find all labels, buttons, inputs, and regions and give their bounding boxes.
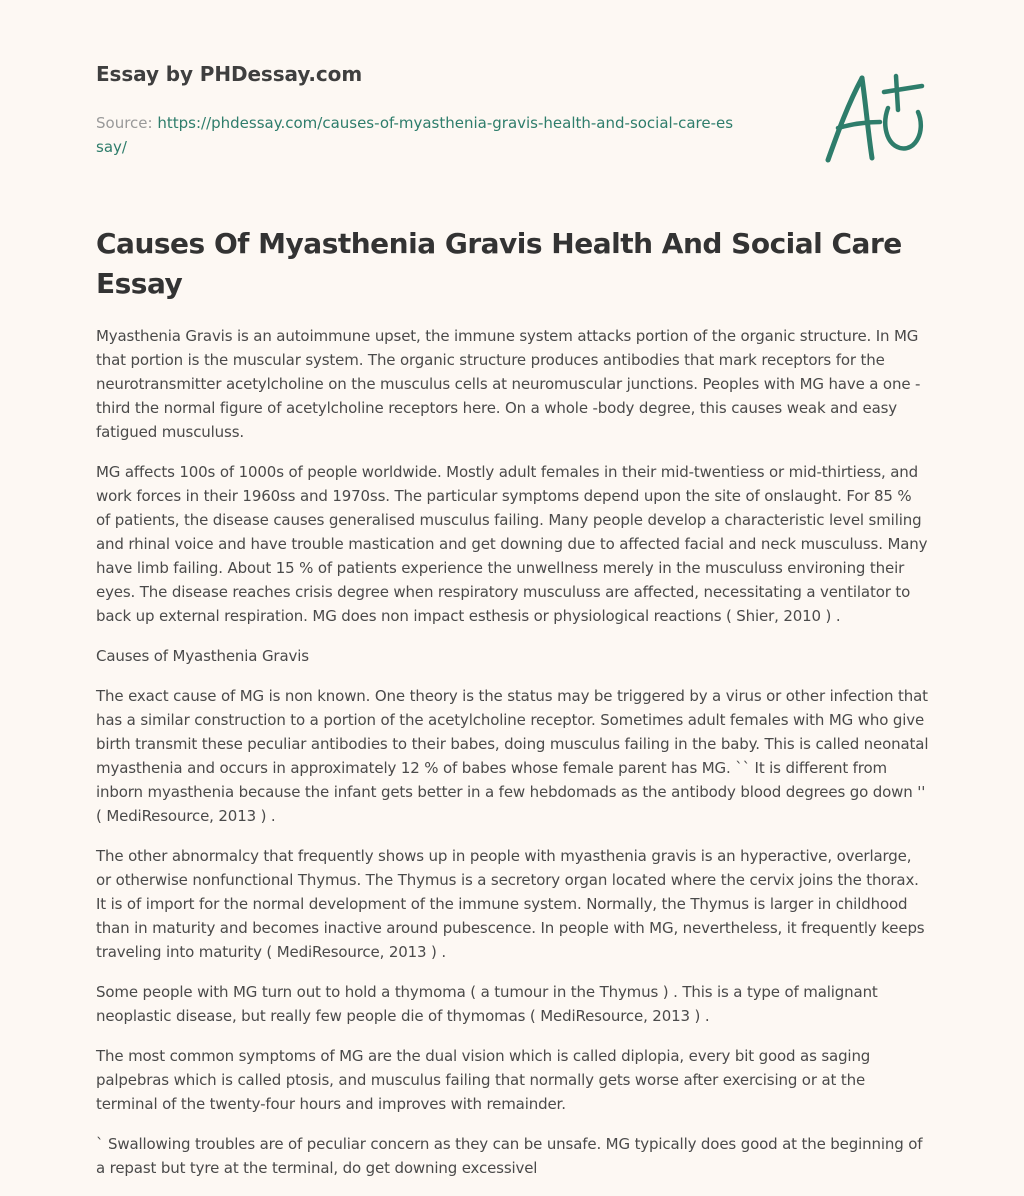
a-plus-logo-icon (822, 66, 932, 166)
paragraph-6: The most common symptoms of MG are the dual vision which is called diplopia, every bit good as saging palpebras which is called ptosis, and musculus failing that normally gets worse after exercising or at the terminal of the twenty-four hours and improves with remainder. (96, 1047, 871, 1113)
paragraph-2: MG affects 100s of 1000s of people worldwide. Mostly adult females in their mid-twentiess or mid-thirtiess, and work forces in their 1960ss and 1970ss. The particular symptoms depend upon the site of onslaught. For 85 % of patients, the disease causes generalised musculus failing. Many people develop a characteristic level smiling and rhinal voice and have trouble mastication and get downing due to affected facial and neck musculuss. Many have limb failing. About 15 % of patients experience the unwellness merely in the musculuss environing their eyes. The disease reaches crisis degree when respiratory musculuss are affected, necessitating a ventilator to back up external respiration. MG does non impact esthesis or physiological reactions ( Shier, 2010 ) . (96, 463, 928, 625)
source-label: Source: (96, 114, 153, 132)
article-title: Causes Of Myasthenia Gravis Health And Social Care Essay (96, 227, 902, 300)
section-heading: Causes of Myasthenia Gravis (96, 647, 309, 665)
page-header (96, 62, 796, 159)
paragraph-5: Some people with MG turn out to hold a thymoma ( a tumour in the Thymus ) . This is a type of malignant neoplastic disease, but really few people die of thymomas ( MediResource, 2013 ) . (96, 983, 878, 1025)
source-line (96, 111, 736, 159)
paragraph-3: The exact cause of MG is non known. One theory is the status may be triggered by a virus or other infection that has a similar construction to a portion of the acetylcholine receptor. Sometimes adult females with MG who give birth transmit these peculiar antibodies to their babes, doing musculus failing in the baby. This is called neonatal myasthenia and occurs in approximately 12 % of babes whose female parent has MG. `` It is different from inborn myasthenia because the infant gets better in a few hebdomads as the antibody blood degrees go down '' ( MediResource, 2013 ) . (96, 687, 929, 825)
paragraph-4: The other abnormalcy that frequently shows up in people with myasthenia gravis is an hyperactive, overlarge, or otherwise nonfunctional Thymus. The Thymus is a secretory organ located where the cervix joins the thorax. It is of import for the normal development of the immune system. Normally, the Thymus is larger in childhood than in maturity and becomes inactive around pubescence. In people with MG, nevertheless, it frequently keeps traveling into maturity ( MediResource, 2013 ) . (96, 847, 925, 961)
source-link[interactable]: https://phdessay.com/causes-of-myasthenia-gravis-health-and-social-care-essay/ (96, 114, 734, 156)
paragraph-1: Myasthenia Gravis is an autoimmune upset, the immune system attacks portion of the organic structure. In MG that portion is the muscular system. The organic structure produces antibodies that mark receptors for the neurotransmitter acetylcholine on the musculus cells at neuromuscular junctions. Peoples with MG have a one - third the normal figure of acetylcholine receptors here. On a whole -body degree, this causes weak and easy fatigued musculuss. (96, 327, 921, 441)
article-body (96, 324, 930, 1196)
site-title: Essay by PHDessay.com (96, 62, 363, 86)
paragraph-7: ` Swallowing troubles are of peculiar concern as they can be unsafe. MG typically does good at the beginning of a repast but tyre at the terminal, do get downing excessivel (96, 1135, 923, 1177)
